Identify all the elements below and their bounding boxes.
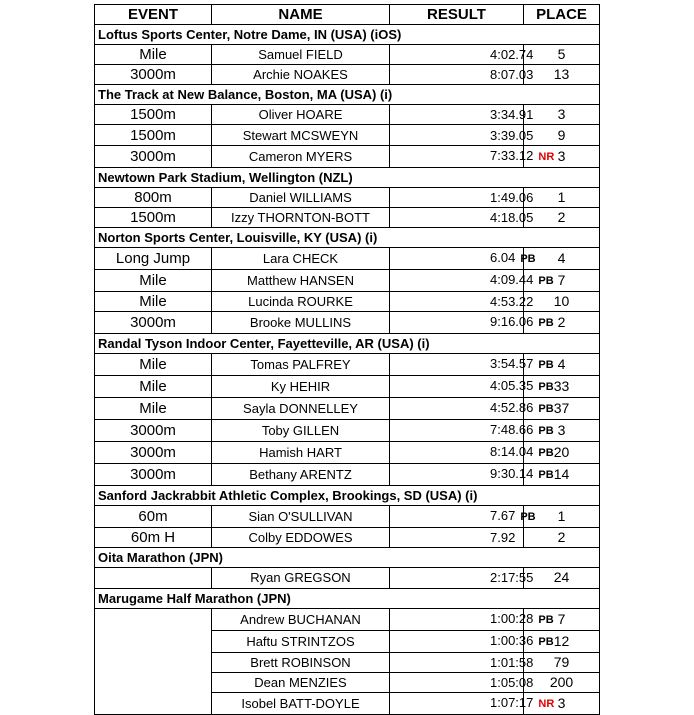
result-row	[95, 692, 600, 714]
athlete-name: Hamish HART	[212, 442, 390, 464]
athlete-name: Matthew HANSEN	[212, 269, 390, 291]
event-cell: Mile	[95, 354, 212, 376]
result-value: 6.04	[490, 249, 516, 265]
athlete-name: Brooke MULLINS	[212, 312, 390, 334]
result-row	[95, 528, 600, 548]
place-cell: 4	[524, 247, 600, 269]
result-row	[95, 269, 600, 291]
place-cell: 7	[524, 269, 600, 291]
result-cell	[390, 506, 536, 528]
place-cell: 14	[524, 464, 600, 486]
athlete-name: Tomas PALFREY	[212, 354, 390, 376]
result-value: 2:17:55	[490, 570, 534, 586]
venue-title: Randal Tyson Indoor Center, Fayetteville, AR (USA) (i)	[95, 334, 600, 354]
place-cell: 3	[524, 105, 600, 125]
result-cell	[390, 672, 534, 692]
event-header: EVENT	[95, 5, 212, 25]
athlete-name: Sayla DONNELLEY	[212, 398, 390, 420]
result-value: 3:34.91	[490, 107, 534, 123]
national-record-badge: NR	[538, 150, 555, 163]
result-row	[95, 291, 600, 311]
personal-best-badge: PB	[538, 317, 554, 330]
result-cell	[390, 45, 534, 65]
result-value: 3:54.57	[490, 356, 534, 372]
event-cell	[95, 568, 212, 588]
result-row	[95, 145, 600, 167]
result-cell	[390, 145, 555, 167]
result-cell	[390, 608, 554, 630]
place-cell: 24	[524, 568, 600, 588]
result-cell	[390, 207, 534, 227]
athlete-name: Andrew BUCHANAN	[212, 608, 390, 630]
result-value: 4:52.86	[490, 400, 534, 416]
venue-row	[95, 588, 600, 608]
event-cell: 3000m	[95, 420, 212, 442]
event-cell: Mile	[95, 376, 212, 398]
personal-best-badge: PB	[538, 381, 554, 394]
event-cell: 1500m	[95, 125, 212, 145]
event-cell: Mile	[95, 45, 212, 65]
result-value: 1:49.06	[490, 189, 534, 205]
event-cell	[95, 672, 212, 692]
result-cell	[390, 420, 554, 442]
result-cell	[390, 652, 534, 672]
result-row	[95, 247, 600, 269]
venue-title: Loftus Sports Center, Notre Dame, IN (USA) (iOS)	[95, 25, 600, 45]
athlete-name: Brett ROBINSON	[212, 652, 390, 672]
place-cell: 200	[524, 672, 600, 692]
venue-row	[95, 25, 600, 45]
place-cell: 12	[524, 630, 600, 652]
athlete-name: Sian O'SULLIVAN	[212, 506, 390, 528]
personal-best-badge: PB	[538, 447, 554, 460]
result-cell	[390, 398, 554, 420]
athlete-name: Daniel WILLIAMS	[212, 187, 390, 207]
result-cell	[390, 105, 534, 125]
result-row	[95, 630, 600, 652]
place-cell: 7	[524, 608, 600, 630]
athlete-name: Toby GILLEN	[212, 420, 390, 442]
result-cell	[390, 312, 554, 334]
result-row	[95, 398, 600, 420]
event-cell: Mile	[95, 269, 212, 291]
result-cell	[390, 692, 555, 714]
venue-title: Sanford Jackrabbit Athletic Complex, Brookings, SD (USA) (i)	[95, 486, 600, 506]
personal-best-badge: PB	[538, 403, 554, 416]
venue-title: Oita Marathon (JPN)	[95, 548, 600, 568]
result-value: 4:05.35	[490, 378, 534, 394]
athlete-name: Lucinda ROURKE	[212, 291, 390, 311]
event-cell: 3000m	[95, 312, 212, 334]
athlete-name: Samuel FIELD	[212, 45, 390, 65]
personal-best-badge: PB	[520, 511, 536, 524]
personal-best-badge: PB	[538, 274, 554, 287]
event-cell: 1500m	[95, 105, 212, 125]
result-row	[95, 45, 600, 65]
result-value: 9:16.06	[490, 314, 534, 330]
event-cell	[95, 652, 212, 672]
result-row	[95, 464, 600, 486]
result-value: 8:14.04	[490, 444, 534, 460]
header-row	[95, 5, 600, 25]
venue-title: Norton Sports Center, Louisville, KY (USA) (i)	[95, 227, 600, 247]
result-row	[95, 442, 600, 464]
result-cell	[390, 65, 534, 85]
result-value: 7:48.66	[490, 422, 534, 438]
result-cell	[390, 247, 536, 269]
place-cell: 3	[524, 420, 600, 442]
event-cell: 3000m	[95, 65, 212, 85]
event-cell: 3000m	[95, 442, 212, 464]
place-cell: 33	[524, 376, 600, 398]
result-cell	[390, 568, 534, 588]
result-cell	[390, 376, 554, 398]
result-row	[95, 65, 600, 85]
name-header: NAME	[212, 5, 390, 25]
place-cell: 2	[524, 312, 600, 334]
place-cell: 20	[524, 442, 600, 464]
result-row	[95, 312, 600, 334]
athlete-name: Izzy THORNTON-BOTT	[212, 207, 390, 227]
athlete-name: Archie NOAKES	[212, 65, 390, 85]
place-cell: 79	[524, 652, 600, 672]
place-cell: 1	[524, 187, 600, 207]
result-cell	[390, 528, 524, 548]
result-value: 7:33.12	[490, 147, 534, 163]
athlete-name: Dean MENZIES	[212, 672, 390, 692]
event-cell: 60m H	[95, 528, 212, 548]
result-row	[95, 652, 600, 672]
athlete-name: Oliver HOARE	[212, 105, 390, 125]
athlete-name: Lara CHECK	[212, 247, 390, 269]
result-row	[95, 105, 600, 125]
place-cell: 2	[524, 207, 600, 227]
event-cell: 800m	[95, 187, 212, 207]
venue-row	[95, 85, 600, 105]
event-cell: Mile	[95, 291, 212, 311]
result-cell	[390, 187, 534, 207]
event-cell	[95, 608, 212, 630]
athlete-name: Colby EDDOWES	[212, 528, 390, 548]
results-body	[95, 25, 600, 715]
venue-row	[95, 227, 600, 247]
result-value: 1:00:36	[490, 632, 534, 648]
result-row	[95, 354, 600, 376]
personal-best-badge: PB	[538, 613, 554, 626]
event-cell: 60m	[95, 506, 212, 528]
result-value: 7.67	[490, 508, 516, 524]
result-value: 7.92	[490, 530, 516, 546]
venue-title: Marugame Half Marathon (JPN)	[95, 588, 600, 608]
result-value: 8:07.03	[490, 67, 534, 83]
result-cell	[390, 464, 554, 486]
result-row	[95, 672, 600, 692]
result-cell	[390, 269, 554, 291]
personal-best-badge: PB	[538, 635, 554, 648]
result-cell	[390, 291, 534, 311]
place-cell: 5	[524, 45, 600, 65]
venue-row	[95, 548, 600, 568]
result-value: 1:01:58	[490, 654, 534, 670]
result-value: 4:53.22	[490, 293, 534, 309]
event-cell	[95, 630, 212, 652]
athlete-name: Haftu STRINTZOS	[212, 630, 390, 652]
venue-title: Newtown Park Stadium, Wellington (NZL)	[95, 167, 600, 187]
event-cell: 3000m	[95, 464, 212, 486]
result-row	[95, 420, 600, 442]
place-cell: 37	[524, 398, 600, 420]
athlete-name: Ryan GREGSON	[212, 568, 390, 588]
place-cell: 10	[524, 291, 600, 311]
personal-best-badge: PB	[538, 469, 554, 482]
place-cell: 13	[524, 65, 600, 85]
venue-row	[95, 334, 600, 354]
athlete-name: Isobel BATT-DOYLE	[212, 692, 390, 714]
event-cell: Long Jump	[95, 247, 212, 269]
place-cell: 1	[524, 506, 600, 528]
result-value: 4:18.05	[490, 209, 534, 225]
result-value: 1:00:28	[490, 610, 534, 626]
result-value: 9:30.14	[490, 466, 534, 482]
result-row	[95, 187, 600, 207]
result-value: 1:07:17	[490, 694, 534, 710]
personal-best-badge: PB	[538, 359, 554, 372]
result-value: 4:02.74	[490, 47, 534, 63]
result-value: 1:05:08	[490, 674, 534, 690]
result-row	[95, 608, 600, 630]
athlete-name: Stewart MCSWEYN	[212, 125, 390, 145]
place-cell: 3	[524, 145, 600, 167]
place-cell: 2	[524, 528, 600, 548]
result-row	[95, 207, 600, 227]
venue-row	[95, 486, 600, 506]
personal-best-badge: PB	[538, 425, 554, 438]
result-row	[95, 568, 600, 588]
national-record-badge: NR	[538, 697, 555, 710]
result-cell	[390, 442, 554, 464]
event-cell	[95, 692, 212, 714]
result-header: RESULT	[390, 5, 524, 25]
venue-title: The Track at New Balance, Boston, MA (USA) (i)	[95, 85, 600, 105]
athlete-name: Ky HEHIR	[212, 376, 390, 398]
athlete-name: Cameron MYERS	[212, 145, 390, 167]
event-cell: 1500m	[95, 207, 212, 227]
result-row	[95, 506, 600, 528]
result-value: 4:09.44	[490, 271, 534, 287]
place-cell: 4	[524, 354, 600, 376]
place-cell: 9	[524, 125, 600, 145]
athlete-name: Bethany ARENTZ	[212, 464, 390, 486]
event-cell: 3000m	[95, 145, 212, 167]
event-cell: Mile	[95, 398, 212, 420]
result-row	[95, 125, 600, 145]
result-value: 3:39.05	[490, 127, 534, 143]
result-row	[95, 376, 600, 398]
results-table	[94, 4, 600, 715]
result-cell	[390, 354, 554, 376]
personal-best-badge: PB	[520, 252, 536, 265]
place-cell: 3	[524, 692, 600, 714]
venue-row	[95, 167, 600, 187]
place-header: PLACE	[524, 5, 600, 25]
result-cell	[390, 125, 534, 145]
result-cell	[390, 630, 554, 652]
